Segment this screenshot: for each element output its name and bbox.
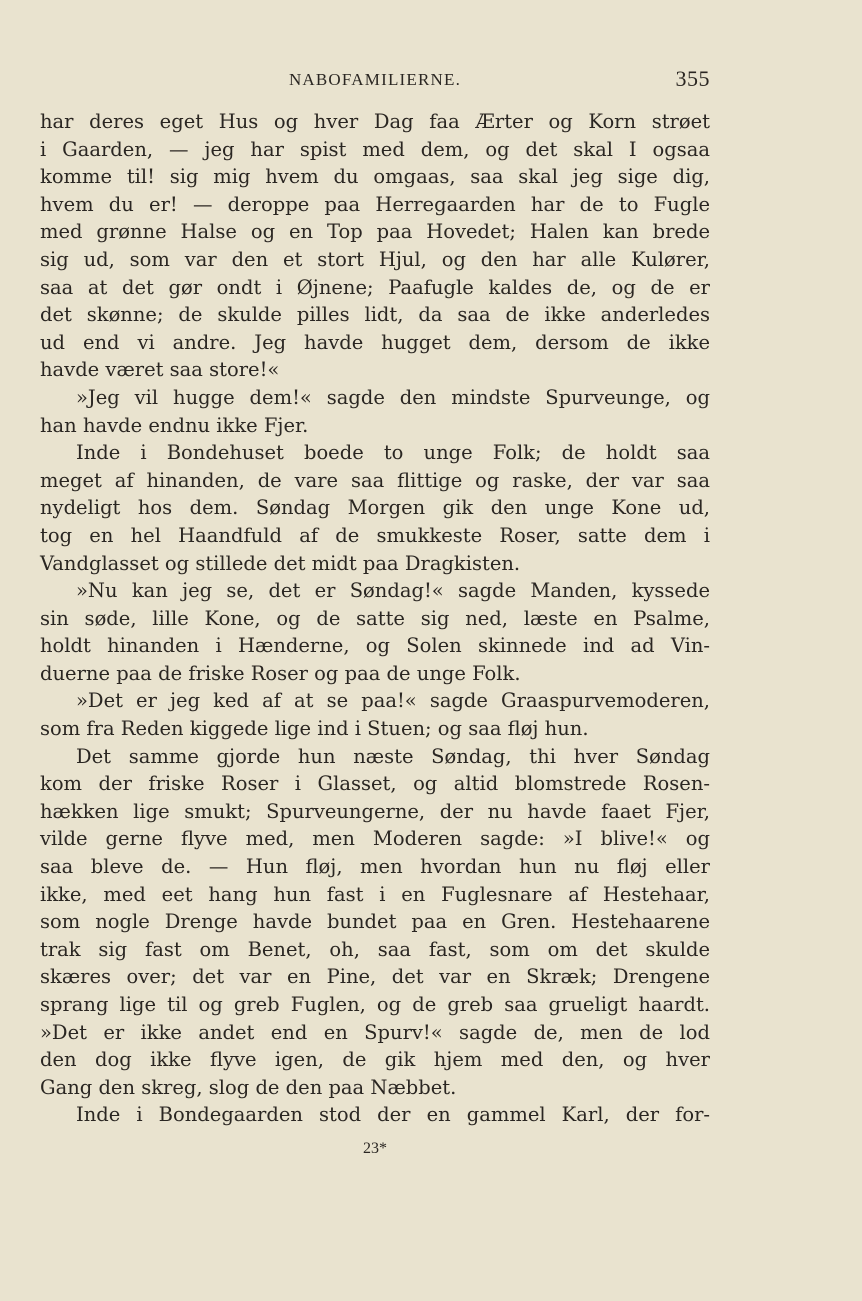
text-line: den dog ikke flyve igen, de gik hjem med den, og hver	[40, 1048, 710, 1072]
text-line: »Nu kan jeg se, det er Søndag!« sagde Manden, kyssede	[76, 579, 710, 603]
text-line: meget af hinanden, de vare saa flittige og raske, der var saa	[40, 468, 710, 492]
text-line: som fra Reden kiggede lige ind i Stuen; og saa fløj hun.	[40, 717, 589, 741]
text-line: det skønne; de skulde pilles lidt, da saa de ikke anderledes	[40, 303, 710, 327]
text-line: Inde i Bondehuset boede to unge Folk; de holdt saa	[76, 441, 710, 465]
text-line: saa bleve de. — Hun fløj, men hvordan hun nu fløj eller	[40, 855, 710, 879]
text-line: »Det er ikke andet end en Spurv!« sagde de, men de lod	[40, 1020, 710, 1044]
text-line: kom der friske Roser i Glasset, og altid blomstrede Rosen-	[40, 772, 710, 796]
text-line: Gang den skreg, slog de den paa Næbbet.	[40, 1075, 457, 1099]
text-line: komme til! sig mig hvem du omgaas, saa skal jeg sige dig,	[40, 165, 710, 189]
text-line: sin søde, lille Kone, og de satte sig ned, læste en Psalme,	[40, 606, 710, 630]
text-line: skæres over; det var en Pine, det var en Skræk; Drengene	[40, 965, 710, 989]
text-line: med grønne Halse og en Top paa Hovedet; Halen kan brede	[40, 220, 710, 244]
text-line: trak sig fast om Benet, oh, saa fast, som om det skulde	[40, 937, 710, 961]
text-line: Vandglasset og stillede det midt paa Dragkisten.	[40, 551, 521, 575]
text-line: i Gaarden, — jeg har spist med dem, og det skal I ogsaa	[40, 137, 710, 161]
text-line: holdt hinanden i Hænderne, og Solen skinnede ind ad Vin-	[40, 634, 710, 658]
text-line: duerne paa de friske Roser og paa de unge Folk.	[40, 661, 521, 685]
printer-signature: 23*	[363, 1140, 387, 1157]
text-line: nydeligt hos dem. Søndag Morgen gik den unge Kone ud,	[40, 496, 710, 520]
text-line: ikke, med eet hang hun fast i en Fuglesnare af Hestehaar,	[40, 882, 710, 906]
text-line: som nogle Drenge havde bundet paa en Gren. Hestehaarene	[40, 910, 710, 934]
text-line: hækken lige smukt; Spurveungerne, der nu havde faaet Fjer,	[40, 799, 710, 823]
text-line: sig ud, som var den et stort Hjul, og den har alle Kulører,	[40, 247, 710, 271]
text-line: han havde endnu ikke Fjer.	[40, 413, 309, 437]
text-line: havde været saa store!«	[40, 358, 280, 382]
text-line: »Jeg vil hugge dem!« sagde den mindste Spurveunge, og	[76, 385, 710, 409]
running-title: NABOFAMILIERNE.	[288, 70, 462, 89]
text-line: ud end vi andre. Jeg havde hugget dem, dersom de ikke	[40, 330, 710, 354]
text-line: tog en hel Haandfuld af de smukkeste Roser, satte dem i	[40, 523, 710, 547]
text-line: saa at det gør ondt i Øjnene; Paafugle kaldes de, og de er	[40, 275, 710, 299]
text-line: sprang lige til og greb Fuglen, og de greb saa grueligt haardt.	[40, 993, 710, 1016]
text-line: vilde gerne flyve med, men Moderen sagde: »I blive!« og	[40, 827, 710, 851]
text-line: Inde i Bondegaarden stod der en gammel Karl, der for-	[76, 1103, 710, 1127]
text-line: hvem du er! — deroppe paa Herregaarden har de to Fugle	[40, 192, 710, 216]
page-number: 355	[675, 66, 710, 91]
text-line: har deres eget Hus og hver Dag faa Ærter og Korn strøet	[40, 110, 710, 133]
body-text	[40, 108, 710, 1129]
running-header	[40, 66, 710, 92]
text-line: Det samme gjorde hun næste Søndag, thi hver Søndag	[76, 744, 710, 768]
text-line: »Det er jeg ked af at se paa!« sagde Graaspurvemoderen,	[76, 689, 710, 713]
